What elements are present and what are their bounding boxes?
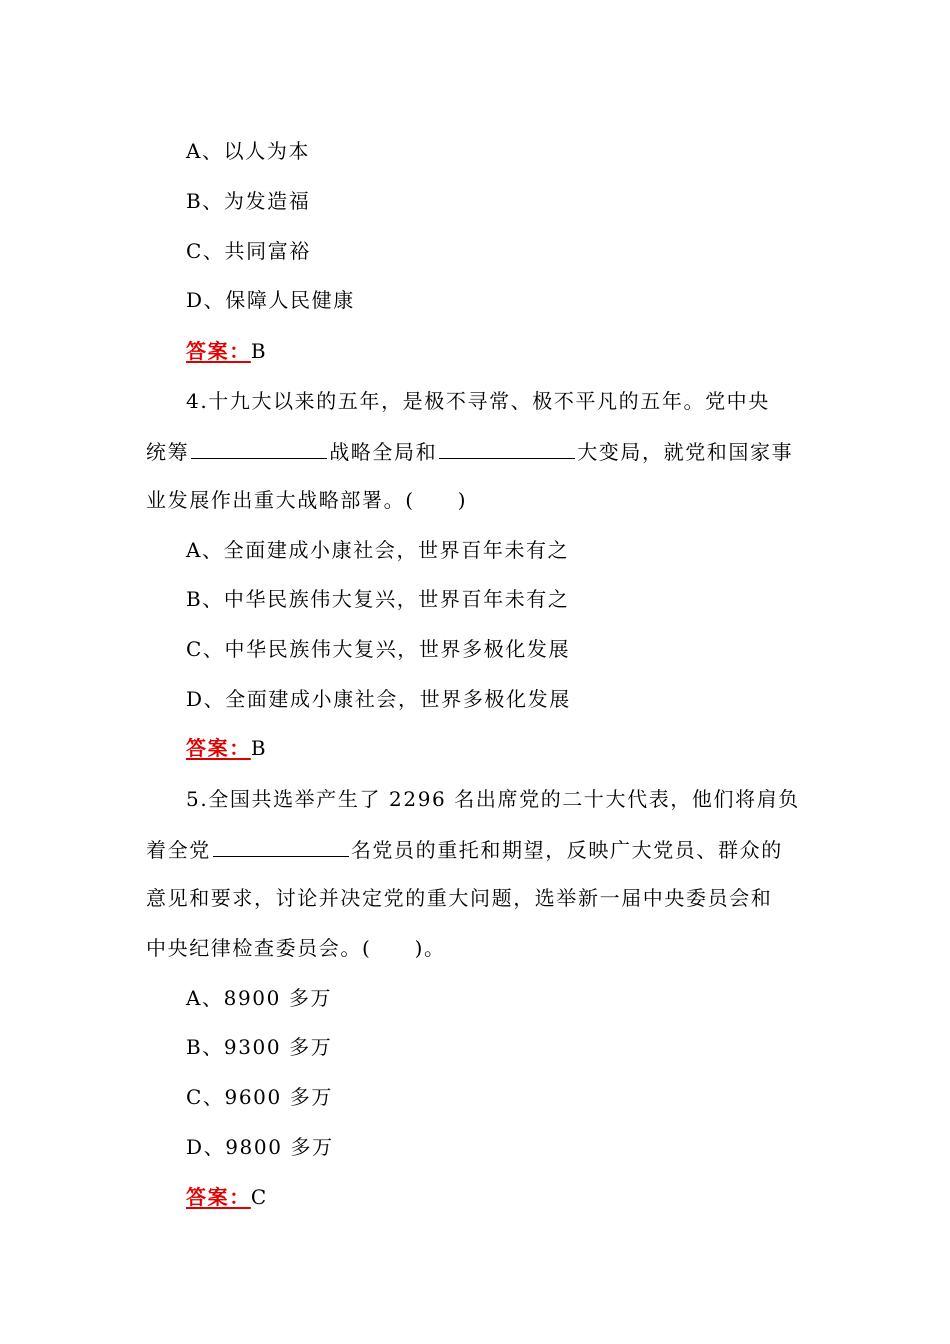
question-4-line-1: 4.十九大以来的五年，是极不寻常、极不平凡的五年。党中央	[186, 389, 770, 413]
option-c: C、中华民族伟大复兴，世界多极化发展	[186, 637, 571, 661]
answer-label: 答案：	[186, 1185, 251, 1209]
answer-value: B	[250, 736, 268, 760]
option-c: C、共同富裕	[186, 239, 311, 263]
question-5-text-b: 名党员的重托和期望，反映广大党员、群众的	[350, 838, 783, 862]
question-4-text-c: 大变局，就党和国家事	[577, 440, 794, 464]
option-d: D、9800 多万	[186, 1135, 334, 1159]
option-a: A、以人为本	[186, 139, 311, 163]
option-d: D、全面建成小康社会，世界多极化发展	[186, 687, 571, 711]
option-a: A、8900 多万	[186, 986, 333, 1010]
option-c: C、9600 多万	[186, 1085, 333, 1109]
answer-label: 答案：	[186, 339, 251, 363]
answer-line	[186, 735, 267, 761]
option-a: A、全面建成小康社会，世界百年未有之	[186, 538, 570, 562]
question-4-line-3: 业发展作出重大战略部署。( )	[146, 488, 468, 512]
option-b: B、中华民族伟大复兴，世界百年未有之	[186, 587, 570, 611]
option-b: B、9300 多万	[186, 1035, 333, 1059]
answer-line	[186, 338, 267, 364]
answer-label: 答案：	[186, 736, 251, 760]
question-4-text-b: 战略全局和	[329, 440, 438, 464]
answer-value: B	[250, 339, 268, 363]
question-5-line-2	[146, 836, 783, 863]
question-4-line-2	[146, 438, 793, 465]
fill-blank	[213, 836, 349, 857]
fill-blank	[191, 438, 327, 459]
answer-value: C	[250, 1185, 268, 1209]
question-4-text-a: 统筹	[146, 440, 190, 464]
answer-line	[186, 1184, 268, 1210]
question-5-line-1: 5.全国共选举产生了 2296 名出席党的二十大代表，他们将肩负	[186, 787, 800, 811]
question-5-line-3: 意见和要求，讨论并决定党的重大问题，选举新一届中央委员会和	[146, 886, 773, 910]
option-d: D、保障人民健康	[186, 288, 355, 312]
option-b: B、为发造福	[186, 189, 311, 213]
fill-blank	[439, 438, 575, 459]
question-5-text-a: 着全党	[146, 838, 211, 862]
question-5-line-4: 中央纪律检查委员会。( )。	[146, 936, 446, 960]
